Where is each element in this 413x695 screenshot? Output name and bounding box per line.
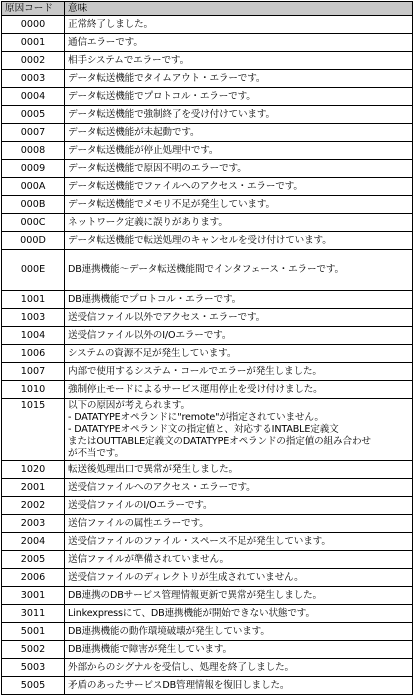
meaning-line: - DATATYPEオペランドに"remote"が指定されていません。	[68, 412, 324, 423]
meaning-cell: データ転送機能でメモリ不足が発生しています。	[65, 196, 413, 214]
table-row	[2, 16, 413, 34]
meaning-line: 以下の原因が考えられます。	[68, 400, 191, 411]
table-row	[2, 291, 413, 309]
code-cell: 2004	[2, 533, 65, 551]
meaning-cell: DB連携機能で障害が発生しています。	[65, 641, 413, 659]
table-row	[2, 569, 413, 587]
code-cell: 2001	[2, 479, 65, 497]
meaning-cell: データ転送機能が停止処理中です。	[65, 142, 413, 160]
code-cell: 0007	[2, 124, 65, 142]
meaning-cell: 送受信ファイルのディレクトリが生成されていません。	[65, 569, 413, 587]
table-row	[2, 399, 413, 461]
meaning-cell: 矛盾のあったサービスDB管理情報を復旧しました。	[65, 677, 413, 695]
meaning-cell: データ転送機能で原因不明のエラーです。	[65, 160, 413, 178]
meaning-cell: 内部で使用するシステム・コールでエラーが発生しました。	[65, 363, 413, 381]
table-row	[2, 533, 413, 551]
code-cell: 0003	[2, 70, 65, 88]
meaning-cell: データ転送機能が未起動です。	[65, 124, 413, 142]
table-row	[2, 605, 413, 623]
code-cell: 1004	[2, 327, 65, 345]
table-row	[2, 345, 413, 363]
table-row	[2, 106, 413, 124]
code-cell: 5005	[2, 677, 65, 695]
meaning-line: - DATATYPEオペランド文の指定値と、対応するINTABLE定義文	[68, 424, 339, 435]
meaning-cell: データ転送機能で強制終了を受け付けています。	[65, 106, 413, 124]
reason-code-table	[1, 1, 413, 695]
code-cell: 1010	[2, 381, 65, 399]
meaning-line: またはOUTTABLE定義文のDATATYPEオペランドの指定値の組み合わせ	[68, 436, 371, 447]
table-row	[2, 160, 413, 178]
code-cell: 2002	[2, 497, 65, 515]
code-cell: 1001	[2, 291, 65, 309]
meaning-cell: 正常終了しました。	[65, 16, 413, 34]
table-row	[2, 124, 413, 142]
code-cell: 0002	[2, 52, 65, 70]
meaning-cell: システムの資源不足が発生しています。	[65, 345, 413, 363]
code-cell: 5003	[2, 659, 65, 677]
meaning-cell: 送受信ファイルへのアクセス・エラーです。	[65, 479, 413, 497]
code-cell: 5001	[2, 623, 65, 641]
table-row	[2, 88, 413, 106]
table-header-row	[2, 2, 413, 16]
header-meaning: 意味	[65, 2, 413, 16]
meaning-cell: データ転送機能でプロトコル・エラーです。	[65, 88, 413, 106]
code-cell: 0001	[2, 34, 65, 52]
table-row	[2, 34, 413, 52]
header-code: 原因コード	[2, 2, 65, 16]
meaning-cell: 通信エラーです。	[65, 34, 413, 52]
code-cell: 1020	[2, 461, 65, 479]
table-row	[2, 70, 413, 88]
code-cell: 5002	[2, 641, 65, 659]
code-cell: 000C	[2, 214, 65, 232]
meaning-cell: DB連携機能の動作環境破壊が発生しています。	[65, 623, 413, 641]
code-cell: 2005	[2, 551, 65, 569]
table-row	[2, 142, 413, 160]
table-row	[2, 641, 413, 659]
meaning-cell: 外部からのシグナルを受信し、処理を終了しました。	[65, 659, 413, 677]
table-row	[2, 214, 413, 232]
table-row	[2, 497, 413, 515]
code-cell: 1006	[2, 345, 65, 363]
table-row	[2, 659, 413, 677]
meaning-cell: Linkexpressにて、DB連携機能が開始できない状態です。	[65, 605, 413, 623]
table-row	[2, 461, 413, 479]
meaning-cell: ネットワーク定義に誤りがあります。	[65, 214, 413, 232]
table-row	[2, 52, 413, 70]
meaning-cell: データ転送機能でファイルへのアクセス・エラーです。	[65, 178, 413, 196]
meaning-cell: 相手システムでエラーです。	[65, 52, 413, 70]
code-cell: 2003	[2, 515, 65, 533]
code-cell: 000E	[2, 250, 65, 291]
code-cell: 0004	[2, 88, 65, 106]
table-row	[2, 587, 413, 605]
meaning-cell: DB連携機能～データ転送機能間でインタフェース・エラーです。	[65, 250, 413, 291]
code-cell: 3011	[2, 605, 65, 623]
meaning-cell-multiline	[65, 399, 413, 461]
meaning-cell: DB連携機能でプロトコル・エラーです。	[65, 291, 413, 309]
table-row	[2, 178, 413, 196]
meaning-cell: データ転送機能でタイムアウト・エラーです。	[65, 70, 413, 88]
code-cell: 0000	[2, 16, 65, 34]
meaning-cell: 強制停止モードによるサービス運用停止を受け付けました。	[65, 381, 413, 399]
table-row	[2, 232, 413, 250]
code-cell: 0009	[2, 160, 65, 178]
meaning-cell: 送受信ファイル以外のI/Oエラーです。	[65, 327, 413, 345]
code-cell: 1015	[2, 399, 65, 461]
table-row	[2, 515, 413, 533]
table-row	[2, 250, 413, 291]
table-row	[2, 551, 413, 569]
table-row	[2, 309, 413, 327]
meaning-line: が不当です。	[68, 448, 124, 459]
table-row	[2, 677, 413, 695]
code-cell: 3001	[2, 587, 65, 605]
code-cell: 000B	[2, 196, 65, 214]
code-cell: 000D	[2, 232, 65, 250]
code-cell: 000A	[2, 178, 65, 196]
code-cell: 0008	[2, 142, 65, 160]
code-cell: 2006	[2, 569, 65, 587]
table-row	[2, 623, 413, 641]
table-row	[2, 479, 413, 497]
meaning-cell: 送受信ファイルのファイル・スペース不足が発生しています。	[65, 533, 413, 551]
table-row	[2, 363, 413, 381]
meaning-cell: 送信ファイルの属性エラーです。	[65, 515, 413, 533]
code-cell: 1007	[2, 363, 65, 381]
code-cell: 1003	[2, 309, 65, 327]
meaning-cell: 送受信ファイルのI/Oエラーです。	[65, 497, 413, 515]
meaning-cell: 送受信ファイル以外でアクセス・エラーです。	[65, 309, 413, 327]
meaning-cell: データ転送機能で転送処理のキャンセルを受け付けています。	[65, 232, 413, 250]
meaning-cell: 送信ファイルが準備されていません。	[65, 551, 413, 569]
meaning-cell: 転送後処理出口で異常が発生しました。	[65, 461, 413, 479]
code-cell: 0005	[2, 106, 65, 124]
table-row	[2, 196, 413, 214]
table-row	[2, 327, 413, 345]
meaning-cell: DB連携のDBサービス管理情報更新で異常が発生しました。	[65, 587, 413, 605]
table-row	[2, 381, 413, 399]
